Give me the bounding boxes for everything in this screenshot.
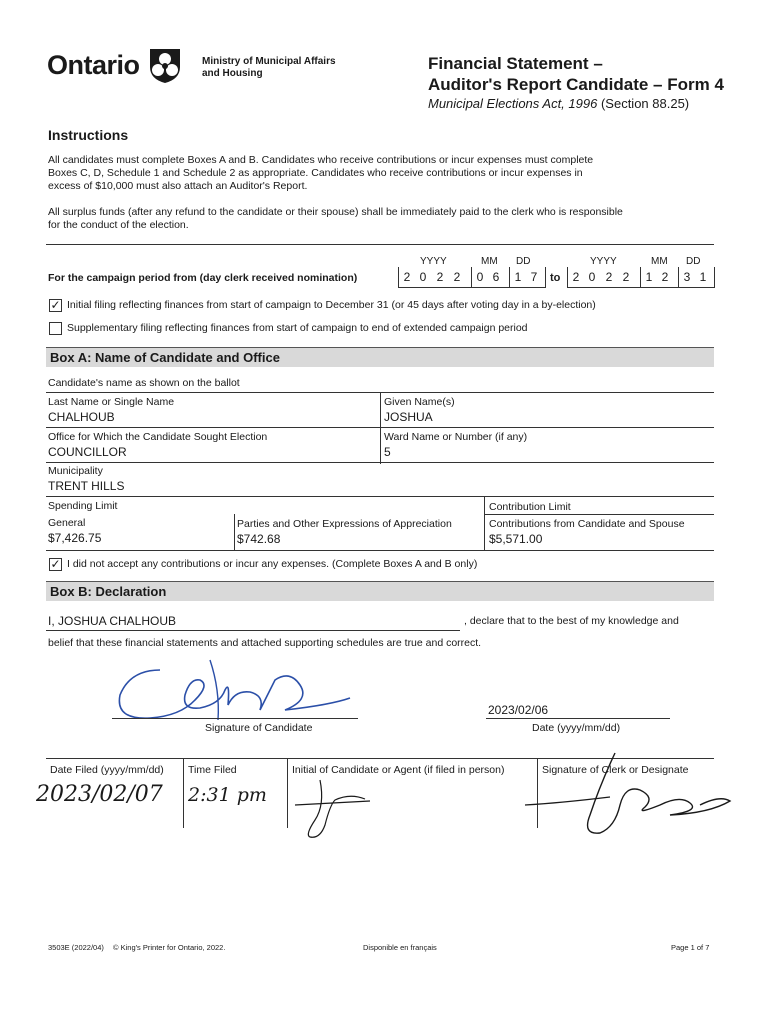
contribution-limit-label: Contribution Limit (489, 501, 571, 513)
to-digit: 3 (678, 267, 695, 287)
from-digit: 1 (509, 267, 526, 287)
clerk-signature-scribble (520, 745, 740, 840)
instructions-para-2: All surplus funds (after any refund to the candidate or their spouse) shall be immediately paid to the clerk who is responsible for the conduct of the election. (48, 206, 623, 231)
no-contributions-label: I did not accept any contributions or incur any expenses. (Complete Boxes A and B only) (67, 558, 478, 570)
page-number: Page 1 of 7 (671, 943, 710, 952)
french-availability: Disponible en français (363, 943, 437, 952)
parties-value: $742.68 (237, 532, 281, 546)
no-contributions-checkbox[interactable]: ✓ (50, 557, 61, 571)
ward-label: Ward Name or Number (if any) (384, 431, 528, 443)
given-name-field[interactable]: JOSHUA (384, 410, 433, 424)
time-filed-label: Time Filed (188, 764, 237, 776)
to-digit: 1 (640, 267, 657, 287)
to-digit: 2 (567, 267, 584, 287)
initial-filing-label: Initial filing reflecting finances from start of campaign to December 31 (or 45 days after voting day in a by-election) (67, 299, 596, 311)
name-as-shown-label: Candidate's name as shown on the ballot (48, 377, 240, 389)
general-value: $7,426.75 (48, 531, 102, 545)
ward-field[interactable]: 5 (384, 445, 391, 459)
period-to-label: to (550, 272, 561, 284)
period-to-date[interactable] (567, 267, 715, 288)
initial-label: Initial of Candidate or Agent (if filed in person) (292, 764, 505, 776)
instructions-heading: Instructions (48, 127, 129, 143)
divider (46, 244, 714, 245)
declare-text: , declare that to the best of my knowledge and (464, 615, 679, 627)
declarant-name[interactable]: I, JOSHUA CHALHOUB (48, 614, 177, 628)
period-dd-from: DD (516, 256, 531, 267)
ministry-name: Ministry of Municipal Affairs and Housing (202, 56, 336, 79)
to-digit: 2 (605, 270, 613, 284)
date-filed-handwritten[interactable]: 2023/02/07 (36, 782, 163, 807)
municipality-label: Municipality (48, 465, 103, 477)
spending-limit-label: Spending Limit (48, 500, 118, 512)
act-name: Municipal Elections Act, 1996 (428, 96, 598, 111)
from-digit: 7 (530, 270, 538, 284)
instructions-para-1: All candidates must complete Boxes A and B. Candidates who receive contributions or incur expenses must complete Boxes C, D, Schedule 1 and Schedule 2 as appropriate. Candidates who receive contributions or incur expenses in excess of $10,000 must also attach an Auditor's Report. (48, 154, 594, 192)
declaration-date[interactable]: 2023/02/06 (488, 703, 549, 717)
period-label: For the campaign period from (day clerk received nomination) (48, 272, 358, 284)
belief-text: belief that these financial statements and attached supporting schedules are true and correct. (48, 637, 482, 649)
last-name-label: Last Name or Single Name (48, 396, 175, 408)
to-digit: 2 (622, 270, 630, 284)
contrib-value: $5,571.00 (489, 532, 543, 546)
office-label: Office for Which the Candidate Sought Election (48, 431, 268, 443)
from-digit: 6 (492, 270, 500, 284)
clerk-signature-label: Signature of Clerk or Designate (542, 764, 689, 776)
supplementary-filing-checkbox[interactable] (49, 322, 62, 335)
agent-initial-scribble (290, 775, 380, 845)
box-b-heading: Box B: Declaration (46, 581, 714, 601)
copyright: © King's Printer for Ontario, 2022. (113, 943, 226, 952)
from-digit: 2 (453, 270, 461, 284)
municipality-field[interactable]: TRENT HILLS (48, 479, 125, 493)
office-field[interactable]: COUNCILLOR (48, 445, 127, 459)
from-digit: 2 (436, 270, 444, 284)
period-dd-to: DD (686, 256, 701, 267)
act-section: (Section 88.25) (600, 96, 690, 111)
form-title: Financial Statement – Auditor's Report Candidate – Form 4 Municipal Elections Act, 1996 (Section 88.25) (428, 54, 724, 111)
contrib-candidate-label: Contributions from Candidate and Spouse (489, 518, 685, 530)
period-yyyy-from: YYYY (420, 256, 447, 267)
last-name-field[interactable]: CHALHOUB (48, 410, 115, 424)
from-digit: 2 (398, 267, 415, 287)
box-a-heading: Box A: Name of Candidate and Office (46, 347, 714, 367)
supplementary-filing-label: Supplementary filing reflecting finances from start of campaign to end of extended campaign period (67, 322, 528, 334)
from-digit: 0 (471, 267, 488, 287)
from-digit: 0 (419, 270, 427, 284)
to-digit: 0 (588, 270, 596, 284)
given-name-label: Given Name(s) (384, 396, 455, 408)
period-yyyy-to: YYYY (590, 256, 617, 267)
ontario-logo (47, 50, 140, 80)
parties-label: Parties and Other Expressions of Appreciation (237, 518, 452, 530)
initial-filing-checkbox[interactable]: ✓ (50, 298, 61, 312)
date-label: Date (yyyy/mm/dd) (532, 722, 621, 734)
form-code: 3503E (2022/04) (48, 943, 104, 952)
to-digit: 2 (661, 270, 669, 284)
to-digit: 1 (699, 270, 707, 284)
period-mm-from: MM (481, 256, 498, 267)
period-mm-to: MM (651, 256, 668, 267)
time-filed-handwritten[interactable]: 2:31 pm (188, 784, 267, 806)
general-label: General (48, 517, 86, 529)
period-from-date[interactable] (398, 267, 546, 288)
trillium-icon (146, 45, 184, 85)
signature-label: Signature of Candidate (205, 722, 313, 734)
date-filed-label: Date Filed (yyyy/mm/dd) (50, 764, 164, 776)
logo-text: Ontario (47, 50, 140, 80)
